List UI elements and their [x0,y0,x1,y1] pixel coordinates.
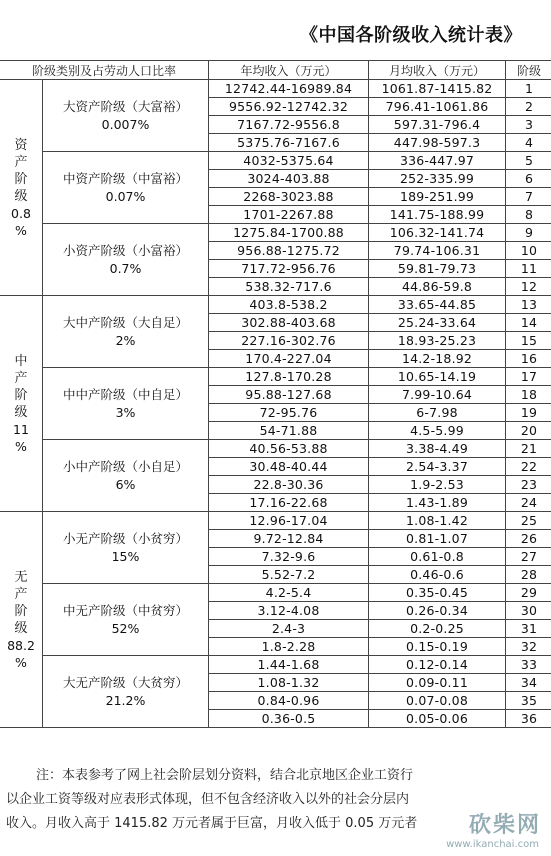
annual-income-cell: 3024-403.88 [209,170,369,188]
class-group-name-char: 阶 [14,171,28,187]
level-cell: 35 [506,692,551,710]
level-cell: 23 [506,476,551,494]
level-cell: 3 [506,116,551,134]
footnote-line-1: 注：本表参考了网上社会阶层划分资料，结合北京地区企业工资行 [36,768,414,783]
monthly-income-cell: 447.98-597.3 [369,134,506,152]
level-cell: 20 [506,422,551,440]
annual-income-cell: 1275.84-1700.88 [209,224,369,242]
monthly-income-cell: 2.54-3.37 [369,458,506,476]
annual-income-cell: 4.2-5.4 [209,584,369,602]
annual-income-cell: 1.44-1.68 [209,656,369,674]
header-level: 阶级 [506,61,551,80]
monthly-income-cell: 0.35-0.45 [369,584,506,602]
annual-income-cell: 4032-5375.64 [209,152,369,170]
monthly-income-cell: 33.65-44.85 [369,296,506,314]
class-group-name-char: 资 [14,137,28,153]
subclass-percent: 52% [111,620,140,636]
subclass-cell [43,296,209,368]
monthly-income-cell: 0.26-0.34 [369,602,506,620]
annual-income-cell: 5.52-7.2 [209,566,369,584]
monthly-income-cell: 18.93-25.23 [369,332,506,350]
annual-income-cell: 7167.72-9556.8 [209,116,369,134]
footnote-line-2: 以企业工资等级对应表形式体现，但不包含经济收入以外的社会分层内 [6,792,410,807]
annual-income-cell: 227.16-302.76 [209,332,369,350]
subclass-percent: 21.2% [105,692,146,708]
class-group-name-char: 无 [14,569,28,585]
level-cell: 11 [506,260,551,278]
level-cell: 2 [506,98,551,116]
monthly-income-cell: 1061.87-1415.82 [369,80,506,98]
table-row [0,656,551,674]
class-group-percent: 0.8 [11,205,31,221]
subclass-name: 小资产阶级（小富裕） [63,242,189,258]
level-cell: 7 [506,188,551,206]
monthly-income-cell: 0.46-0.6 [369,566,506,584]
monthly-income-cell: 0.2-0.25 [369,620,506,638]
subclass-name: 中中产阶级（中自足） [63,386,189,402]
monthly-income-cell: 0.15-0.19 [369,638,506,656]
class-group-percent: 88.2 [7,637,35,653]
footnote-line-3: 收入。月收入高于 1415.82 万元者属于巨富，月收入低于 0.05 万元者 [6,816,418,831]
monthly-income-cell: 44.86-59.8 [369,278,506,296]
level-cell: 15 [506,332,551,350]
class-group-name-char: 中 [14,353,28,369]
subclass-name: 中无产阶级（中贫穷） [63,602,189,618]
monthly-income-cell: 597.31-796.4 [369,116,506,134]
subclass-percent: 3% [115,404,136,420]
page-title: 《中国各阶级收入统计表》 [300,25,522,46]
monthly-income-cell: 0.07-0.08 [369,692,506,710]
annual-income-cell: 717.72-956.76 [209,260,369,278]
monthly-income-cell: 59.81-79.73 [369,260,506,278]
class-group-percent-sign: % [15,222,27,238]
class-group-name-char: 级 [14,620,28,636]
level-cell: 13 [506,296,551,314]
annual-income-cell: 956.88-1275.72 [209,242,369,260]
subclass-cell [43,224,209,296]
annual-income-cell: 1701-2267.88 [209,206,369,224]
monthly-income-cell: 336-447.97 [369,152,506,170]
class-group-percent-sign: % [15,654,27,670]
level-cell: 22 [506,458,551,476]
subclass-cell [43,656,209,728]
level-cell: 33 [506,656,551,674]
monthly-income-cell: 0.09-0.11 [369,674,506,692]
level-cell: 36 [506,710,551,728]
level-cell: 10 [506,242,551,260]
level-cell: 9 [506,224,551,242]
monthly-income-cell: 796.41-1061.86 [369,98,506,116]
level-cell: 19 [506,404,551,422]
header-category: 阶级类别及占劳动人口比率 [0,61,209,80]
annual-income-cell: 302.88-403.68 [209,314,369,332]
income-table [0,60,551,728]
annual-income-cell: 0.36-0.5 [209,710,369,728]
monthly-income-cell: 189-251.99 [369,188,506,206]
monthly-income-cell: 252-335.99 [369,170,506,188]
level-cell: 31 [506,620,551,638]
annual-income-cell: 538.32-717.6 [209,278,369,296]
subclass-name: 中资产阶级（中富裕） [63,170,189,186]
level-cell: 29 [506,584,551,602]
level-cell: 24 [506,494,551,512]
annual-income-cell: 72-95.76 [209,404,369,422]
annual-income-cell: 9.72-12.84 [209,530,369,548]
annual-income-cell: 0.84-0.96 [209,692,369,710]
level-cell: 12 [506,278,551,296]
level-cell: 26 [506,530,551,548]
monthly-income-cell: 10.65-14.19 [369,368,506,386]
monthly-income-cell: 106.32-141.74 [369,224,506,242]
watermark-text: 砍柴网 [468,813,541,838]
monthly-income-cell: 25.24-33.64 [369,314,506,332]
level-cell: 32 [506,638,551,656]
level-cell: 34 [506,674,551,692]
annual-income-cell: 12742.44-16989.84 [209,80,369,98]
subclass-name: 小中产阶级（小自足） [63,458,189,474]
table-row [0,80,551,98]
class-group-percent-sign: % [15,438,27,454]
annual-income-cell: 40.56-53.88 [209,440,369,458]
monthly-income-cell: 0.12-0.14 [369,656,506,674]
level-cell: 4 [506,134,551,152]
subclass-name: 大无产阶级（大贫穷） [63,674,189,690]
header-row [0,61,551,80]
level-cell: 18 [506,386,551,404]
level-cell: 21 [506,440,551,458]
monthly-income-cell: 0.05-0.06 [369,710,506,728]
annual-income-cell: 127.8-170.28 [209,368,369,386]
subclass-name: 大资产阶级（大富裕） [63,98,189,114]
annual-income-cell: 5375.76-7167.6 [209,134,369,152]
annual-income-cell: 403.8-538.2 [209,296,369,314]
monthly-income-cell: 1.9-2.53 [369,476,506,494]
annual-income-cell: 12.96-17.04 [209,512,369,530]
monthly-income-cell: 6-7.98 [369,404,506,422]
table-header [0,61,551,80]
table-row [0,368,551,386]
monthly-income-cell: 4.5-5.99 [369,422,506,440]
subclass-percent: 15% [111,548,140,564]
subclass-name: 大中产阶级（大自足） [63,314,189,330]
level-cell: 6 [506,170,551,188]
monthly-income-cell: 14.2-18.92 [369,350,506,368]
level-cell: 5 [506,152,551,170]
class-group-percent: 11 [13,421,29,437]
level-cell: 14 [506,314,551,332]
level-cell: 16 [506,350,551,368]
subclass-percent: 0.007% [101,116,150,132]
annual-income-cell: 3.12-4.08 [209,602,369,620]
level-cell: 1 [506,80,551,98]
annual-income-cell: 2.4-3 [209,620,369,638]
table-row [0,584,551,602]
class-group-name-char: 产 [14,154,28,170]
monthly-income-cell: 3.38-4.49 [369,440,506,458]
subclass-percent: 0.7% [109,260,142,276]
annual-income-cell: 2268-3023.88 [209,188,369,206]
table-row [0,224,551,242]
class-group-name-char: 阶 [14,387,28,403]
annual-income-cell: 22.8-30.36 [209,476,369,494]
subclass-cell [43,368,209,440]
annual-income-cell: 9556.92-12742.32 [209,98,369,116]
header-monthly: 月均收入（万元） [369,61,506,80]
class-group-name-char: 级 [14,188,28,204]
table-row [0,440,551,458]
table-body [0,80,551,728]
table-row [0,152,551,170]
table-row [0,296,551,314]
class-group-cell [0,512,43,728]
level-cell: 30 [506,602,551,620]
annual-income-cell: 95.88-127.68 [209,386,369,404]
watermark-logo [415,808,545,852]
monthly-income-cell: 141.75-188.99 [369,206,506,224]
monthly-income-cell: 0.61-0.8 [369,548,506,566]
class-group-name-char: 级 [14,404,28,420]
level-cell: 17 [506,368,551,386]
class-group-cell [0,296,43,512]
annual-income-cell: 1.8-2.28 [209,638,369,656]
subclass-cell [43,584,209,656]
monthly-income-cell: 0.81-1.07 [369,530,506,548]
monthly-income-cell: 7.99-10.64 [369,386,506,404]
level-cell: 27 [506,548,551,566]
subclass-percent: 0.07% [105,188,146,204]
subclass-cell [43,440,209,512]
class-group-name-char: 产 [14,370,28,386]
monthly-income-cell: 79.74-106.31 [369,242,506,260]
watermark-url: www.ikanchai.com [446,839,539,850]
monthly-income-cell: 1.08-1.42 [369,512,506,530]
subclass-percent: 2% [115,332,136,348]
class-group-name-char: 阶 [14,603,28,619]
class-group-name-char: 产 [14,586,28,602]
subclass-cell [43,80,209,152]
table-row [0,512,551,530]
subclass-cell [43,152,209,224]
monthly-income-cell: 1.43-1.89 [369,494,506,512]
class-group-cell [0,80,43,296]
annual-income-cell: 1.08-1.32 [209,674,369,692]
annual-income-cell: 17.16-22.68 [209,494,369,512]
header-annual: 年均收入（万元） [209,61,369,80]
level-cell: 25 [506,512,551,530]
subclass-name: 小无产阶级（小贫穷） [63,530,189,546]
annual-income-cell: 7.32-9.6 [209,548,369,566]
subclass-cell [43,512,209,584]
level-cell: 8 [506,206,551,224]
subclass-percent: 6% [115,476,136,492]
annual-income-cell: 30.48-40.44 [209,458,369,476]
annual-income-cell: 170.4-227.04 [209,350,369,368]
level-cell: 28 [506,566,551,584]
annual-income-cell: 54-71.88 [209,422,369,440]
